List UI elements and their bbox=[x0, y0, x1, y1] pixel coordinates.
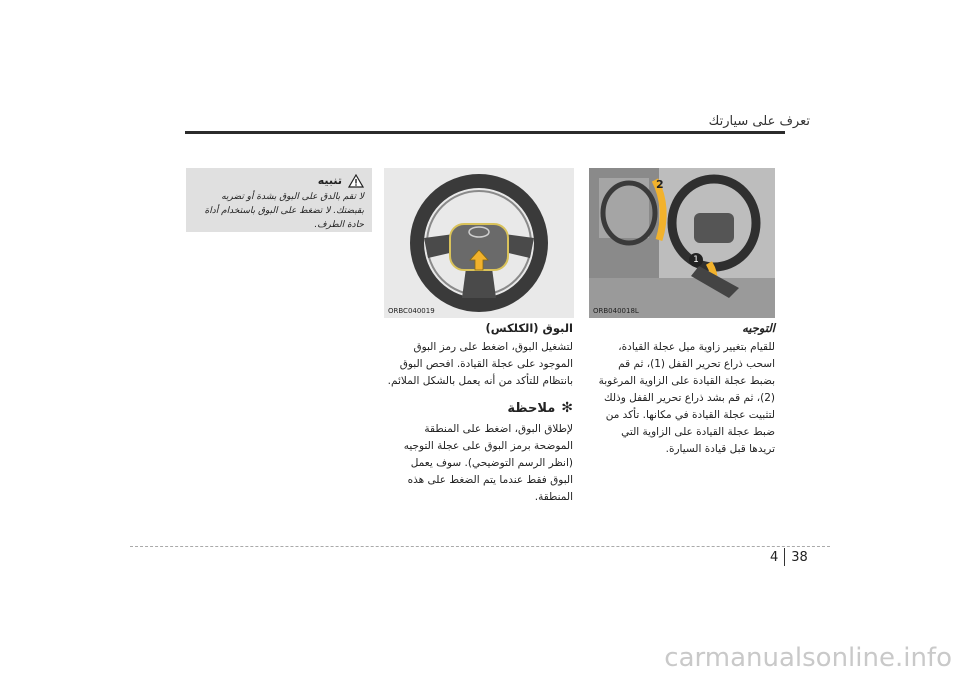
steering-wheel-image bbox=[384, 168, 574, 318]
horn-section bbox=[385, 320, 573, 506]
tilt-steering-section bbox=[592, 320, 775, 458]
note-header bbox=[385, 400, 573, 417]
steering-wheel-illustration bbox=[384, 168, 574, 318]
warning-header bbox=[194, 174, 364, 188]
asterisk-icon: ✻ bbox=[561, 400, 573, 416]
watermark-text: carmanualsonline.info bbox=[664, 643, 952, 673]
callout-2: 2 bbox=[656, 178, 664, 191]
tilt-section-body: للقيام بتغيير زاوية ميل عجلة القيادة، اسحب ذراع تحرير القفل (1)، ثم قم بضبط عجلة القيادة على الزاوية المرغوبة (2)، ثم قم بشد ذراع تحرير القفل وذلك لتثبيت عجلة القيادة في مكانها. تأكد من ضبط عجلة القيادة على الزاوية التي تريدها قبل قيادة السيارة. bbox=[598, 341, 775, 455]
header-rule bbox=[185, 131, 785, 134]
warning-icon bbox=[348, 174, 364, 188]
footer-rule bbox=[130, 546, 830, 547]
warning-title: تنبيه bbox=[317, 174, 342, 187]
page-header-title: تعرف على سيارتك bbox=[708, 114, 810, 129]
tilt-steering-image bbox=[589, 168, 775, 318]
page-number bbox=[770, 548, 808, 566]
page-number-separator bbox=[784, 548, 785, 566]
page-number-value: 38 bbox=[791, 549, 808, 565]
cabin-image-code: ORB040018L bbox=[593, 307, 639, 315]
note-title: ملاحظة bbox=[507, 401, 556, 416]
tilt-section-title: التوجيه bbox=[742, 321, 775, 335]
warning-box bbox=[186, 168, 372, 232]
horn-section-title: البوق (الكلكس) bbox=[485, 321, 573, 335]
chapter-number: 4 bbox=[770, 549, 779, 565]
cabin-illustration bbox=[589, 168, 775, 318]
horn-section-body: لتشغيل البوق، اضغط على رمز البوق الموجود على عجلة القيادة. افحص البوق بانتظام للتأكد من أنه يعمل بالشكل الملائم. bbox=[387, 341, 573, 387]
callout-1: 1 bbox=[689, 253, 703, 267]
warning-text: لا تقم بالدق على البوق بشدة أو تضربه بقبضتك. لا تضغط على البوق باستخدام أداة حادة الطرف. bbox=[204, 192, 364, 230]
note-body: لإطلاق البوق، اضغط على المنطقة الموضحة برمز البوق على عجلة التوجيه (انظر الرسم التوضيحي). سوف يعمل البوق فقط عندما يتم الضغط على هذه المنطقة. bbox=[403, 423, 573, 503]
wheel-image-code: ORBC040019 bbox=[388, 307, 435, 315]
